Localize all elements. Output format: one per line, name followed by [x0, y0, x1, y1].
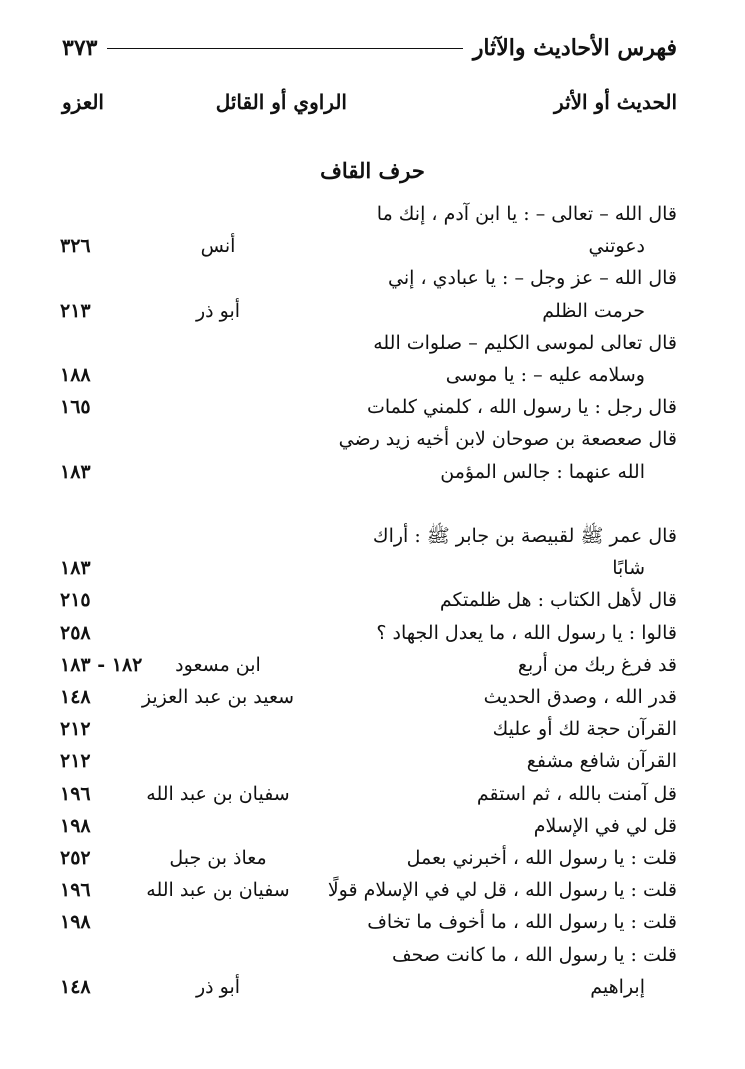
entry-text-line: قال لأهل الكتاب : هل ظلمتكم [439, 589, 677, 612]
entry-text-line: قلت : يا رسول الله ، أخبرني بعمل [406, 847, 677, 869]
entry-text-line: القرآن شافع مشفع [526, 750, 677, 773]
entry-narrator: سفيان بن عبد الله [146, 782, 290, 805]
entry-text-line: حرمت الظلم [542, 299, 645, 322]
entry-text-line: قلت : يا رسول الله ، ما أخوف ما تخاف [367, 911, 677, 934]
entry-reference: ٢١٥ [60, 589, 91, 612]
entry-narrator: معاذ بن جبل [169, 847, 267, 869]
column-header-reference: العزو [62, 90, 104, 114]
entry-narrator: أبو ذر [195, 299, 241, 322]
entry-narrator: سفيان بن عبد الله [146, 879, 290, 902]
entry-narrator: ابن مسعود [175, 653, 261, 676]
entry-text-line: قلت : يا رسول الله ، ما كانت صحف [391, 943, 677, 966]
entry-text-line: قدر الله ، وصدق الحديث [483, 686, 677, 708]
entry-reference: ١٤٨ [60, 975, 91, 998]
running-title: فهرس الأحاديث والآثار [472, 35, 677, 61]
entry-reference: ١٤٨ [60, 686, 91, 708]
entry-text-line: قال تعالى لموسى الكليم – صلوات الله [373, 331, 677, 354]
entry-text-line: الله عنهما : جالس المؤمن [440, 460, 645, 483]
entry-reference: ٢٥٢ [60, 847, 91, 869]
entry-text-line: إبراهيم [590, 975, 645, 998]
entry-narrator: سعيد بن عبد العزيز [141, 686, 295, 708]
entry-text-line: قالوا : يا رسول الله ، ما يعدل الجهاد ؟ [376, 621, 677, 644]
entry-reference: ١٩٦ [60, 879, 91, 902]
entry-reference: ١٨٣ [60, 557, 91, 580]
column-header-hadith: الحديث أو الأثر [554, 90, 677, 114]
entry-text-line: دعوتني [588, 235, 645, 258]
entry-reference: ٢١٢ [60, 718, 91, 741]
entry-text-line: قال الله – تعالى – : يا ابن آدم ، إنك ما [376, 203, 677, 225]
entry-text-line: قال رجل : يا رسول الله ، كلمني كلمات [366, 396, 677, 419]
entry-reference: ١٩٨ [60, 814, 91, 837]
entry-narrator: أنس [200, 235, 236, 258]
entry-text-line: قال عمر ﷺ لقبيصة بن جابر ﷺ : أراك [372, 525, 677, 547]
entry-reference: ١٨٢ - ١٨٣ [60, 653, 143, 676]
entry-reference: ٣٢٦ [60, 235, 91, 258]
entry-text-line: قال الله – عز وجل – : يا عبادي ، إني [388, 267, 677, 290]
entry-reference: ٢١٢ [60, 750, 91, 773]
section-title: حرف القاف [320, 158, 425, 183]
entry-text-line: القرآن حجة لك أو عليك [492, 718, 677, 741]
page-number: ٣٧٣ [62, 35, 98, 61]
entry-reference: ١٨٣ [60, 460, 91, 483]
entry-text-line: قل لي في الإسلام [533, 814, 677, 837]
entry-text-line: قل آمنت بالله ، ثم استقم [476, 782, 677, 805]
entry-text-line: قلت : يا رسول الله ، قل لي في الإسلام قولًا [327, 879, 677, 902]
entry-text-line: وسلامه عليه – : يا موسى [445, 364, 645, 386]
entry-reference: ٢١٣ [60, 299, 91, 322]
entry-reference: ٢٥٨ [60, 621, 91, 644]
entry-reference: ١٦٥ [60, 396, 91, 419]
entry-reference: ١٨٨ [60, 364, 91, 386]
column-header-narrator: الراوي أو القائل [215, 90, 347, 114]
entry-text-line: شابًا [612, 557, 645, 580]
entry-reference: ١٩٦ [60, 782, 91, 805]
entry-narrator: أبو ذر [195, 975, 241, 998]
entry-text-line: قد فرغ ربك من أربع [517, 653, 677, 676]
entry-text-line: قال صعصعة بن صوحان لابن أخيه زيد رضي [338, 428, 677, 451]
entry-reference: ١٩٨ [60, 911, 91, 934]
